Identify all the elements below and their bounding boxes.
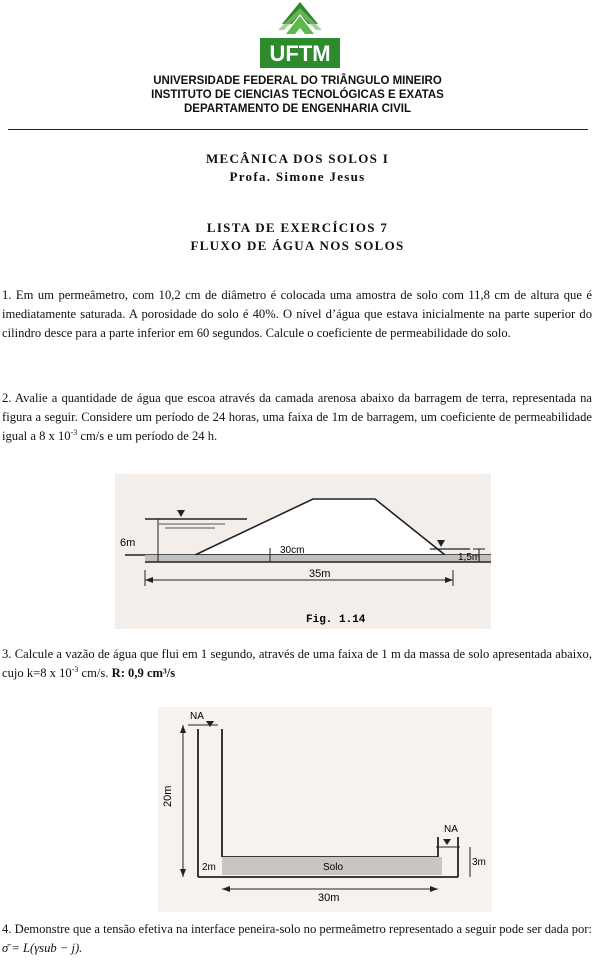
dim-3m: 3m: [472, 857, 486, 868]
dim-6m: 6m: [120, 537, 136, 549]
soil-label: Solo: [323, 862, 344, 873]
figure1-caption: Fig. 1.14: [306, 614, 366, 626]
institute-name: INSTITUTO DE CIENCIAS TECNOLÓGICAS E EXATAS: [151, 89, 444, 101]
na-right-label: NA: [444, 824, 458, 835]
dam-figure: [115, 474, 491, 629]
university-logo: [258, 0, 342, 72]
sand-layer: [145, 555, 491, 562]
na-left-label: NA: [190, 711, 204, 722]
question-3: 3. Calcule a vazão de água que flui em 1 segundo, através de uma faixa de 1 m da massa de solo apresentada abaixo, cujo k=8 x $10^{-3}$ cm/s. R: 0,9 cm³/s: [2, 647, 592, 680]
question-4: 4. Demonstre que a tensão efetiva na interface peneira-solo no permeâmetro representado a seguir pode ser dada por: σ̄ = L(γsub − j).: [2, 922, 592, 955]
soil-flow-figure: [158, 707, 492, 912]
dim-30m: 30m: [318, 892, 340, 904]
dim-30cm: 30cm: [280, 545, 305, 556]
dim-20m: 20m: [162, 785, 174, 807]
list-subtitle: FLUXO DE ÁGUA NOS SOLOS: [190, 238, 405, 253]
department-name: DEPARTAMENTO DE ENGENHARIA CIVIL: [183, 103, 412, 115]
university-name: UNIVERSIDADE FEDERAL DO TRIÂNGULO MINEIRO: [153, 75, 442, 87]
professor-name: Profa. Simone Jesus: [229, 169, 366, 184]
dim-2m: 2m: [202, 862, 216, 873]
list-title: LISTA DE EXERCÍCIOS 7: [206, 220, 389, 235]
logo-text: UFTM: [269, 41, 331, 66]
header-divider: [8, 129, 588, 130]
course-title: MECÂNICA DOS SOLOS I: [205, 151, 390, 166]
dim-35m: 35m: [309, 568, 331, 580]
question-2: 2. Avalie a quantidade de água que escoa através da camada arenosa abaixo da barragem de terra, representada na figura a seguir. Considere um período de 24 horas, uma faixa de 1m de barragem, um coeficiente de permeabilidade igual a 8 x $10^{-3}$ cm/s e um período de 24 h.: [2, 391, 592, 443]
dim-1-5m: 1,5m: [458, 552, 481, 563]
question-1: 1. Em um permeâmetro, com 10,2 cm de diâmetro é colocada uma amostra de solo com 11,8 cm de altura que é imediatamente saturada. A porosidade do solo é 40%. O nível d’água que estava inicialmente na parte superior do cilindro desce para a parte inferior em 60 segundos. Calcule o coeficiente de permeabilidade do solo.: [2, 288, 592, 340]
logo-emblem-icon: [278, 2, 322, 34]
